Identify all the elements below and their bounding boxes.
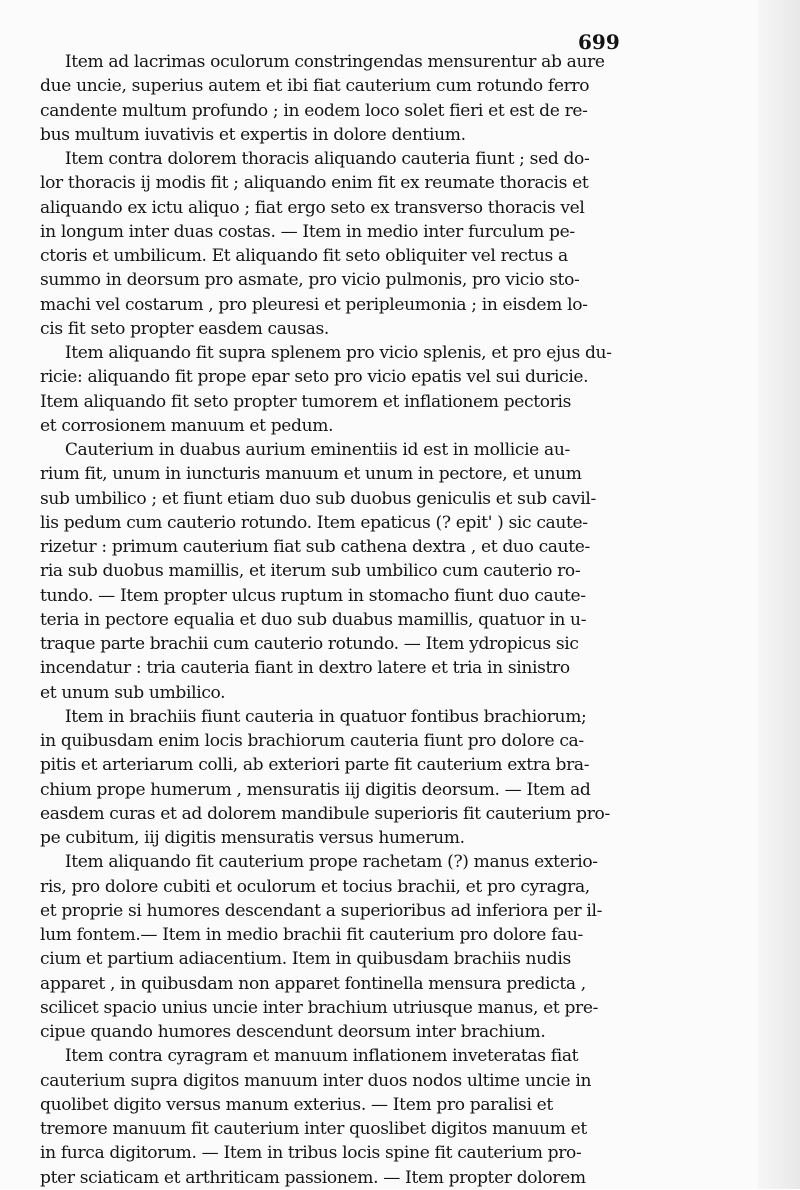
paragraph-first-line: Item contra cyragram et manuum inflationem inveteratas fiat bbox=[64, 1046, 579, 1067]
text-line: lum fontem.— Item in medio brachii fit cauterium pro dolore fau- bbox=[40, 925, 583, 945]
text-line: et unum sub umbilico. bbox=[40, 682, 226, 703]
text-line: bus multum iuvativis et expertis in dolore dentium. bbox=[40, 124, 466, 145]
text-line: tundo. — Item propter ulcus ruptum in stomacho fiunt duo caute- bbox=[40, 585, 586, 606]
text-line: machi vel costarum , pro pleuresi et peripleumonia ; in eisdem lo- bbox=[40, 294, 588, 315]
text-line: ctoris et umbilicum. Et aliquando fit seto obliquiter vel rectus a bbox=[40, 246, 568, 266]
text-line: in quibusdam enim locis brachiorum cauteria fiunt pro dolore ca- bbox=[40, 731, 584, 751]
paragraph-first-line: Item aliquando fit cauterium prope rachetam (?) manus exterio- bbox=[64, 852, 598, 873]
text-line: due uncie, superius autem et ibi fiat cauterium cum rotundo ferro bbox=[40, 76, 590, 97]
text-line: traque parte brachii cum cauterio rotundo. — Item ydropicus sic bbox=[40, 634, 579, 654]
text-line: aliquando ex ictu aliquo ; fiat ergo seto ex transverso thoracis vel bbox=[40, 197, 585, 218]
text-line: et corrosionem manuum et pedum. bbox=[40, 415, 334, 436]
paragraph-first-line: Item ad lacrimas oculorum constringendas mensurentur ab aure bbox=[64, 52, 605, 72]
text-line: easdem curas et ad dolorem mandibule superioris fit cauterium pro- bbox=[40, 803, 610, 824]
text-line: pitis et arteriarum colli, ab exteriori parte fit cauterium extra bra- bbox=[40, 755, 590, 776]
text-line: et proprie si humores descendant a superioribus ad inferiora per il- bbox=[40, 900, 603, 921]
text-line: tremore manuum fit cauterium inter quoslibet digitos manuum et bbox=[40, 1119, 587, 1139]
text-line: incendatur : tria cauteria fiant in dextro latere et tria in sinistro bbox=[40, 658, 570, 679]
paragraph-first-line: Item contra dolorem thoracis aliquando cauteria fiunt ; sed do- bbox=[64, 149, 590, 169]
text-line: pe cubitum, iij digitis mensuratis versus humerum. bbox=[40, 828, 465, 848]
text-line: ris, pro dolore cubiti et oculorum et tocius brachii, et pro cyragra, bbox=[40, 876, 590, 897]
body-text bbox=[40, 50, 640, 1190]
paragraph-first-line: Item aliquando fit supra splenem pro vicio splenis, et pro ejus du- bbox=[64, 343, 612, 363]
text-line: in longum inter duas costas. — Item in medio inter furculum pe- bbox=[40, 221, 575, 242]
page-number: 699 bbox=[578, 30, 620, 54]
text-line: chium prope humerum , mensuratis iij digitis deorsum. — Item ad bbox=[40, 779, 591, 800]
text-line: cium et partium adiacentium. Item in quibusdam brachiis nudis bbox=[40, 949, 571, 970]
text-line: ria sub duobus mamillis, et iterum sub umbilico cum cauterio ro- bbox=[40, 561, 581, 582]
paragraph-first-line: Cauterium in duabus aurium eminentiis id est in mollicie au- bbox=[64, 440, 570, 460]
text-line: scilicet spacio unius uncie inter brachium utriusque manus, et pre- bbox=[40, 997, 599, 1018]
text-line: cipue quando humores descendunt deorsum inter brachium. bbox=[40, 1022, 546, 1042]
page-edge-shadow bbox=[758, 0, 800, 1189]
text-line: rizetur : primum cauterium fiat sub cathena dextra , et duo caute- bbox=[40, 537, 590, 557]
text-line: cauterium supra digitos manuum inter duos nodos ultime uncie in bbox=[40, 1070, 592, 1091]
text-line: pter sciaticam et arthriticam passionem. — Item propter dolorem bbox=[40, 1167, 586, 1188]
text-line: quolibet digito versus manum exterius. — Item pro paralisi et bbox=[40, 1094, 553, 1115]
text-line: candente multum profundo ; in eodem loco solet fieri et est de re- bbox=[40, 100, 588, 121]
text-line: ricie: aliquando fit prope epar seto pro vicio epatis vel sui duricie. bbox=[40, 367, 589, 388]
text-line: summo in deorsum pro asmate, pro vicio pulmonis, pro vicio sto- bbox=[40, 270, 580, 291]
text-line: lis pedum cum cauterio rotundo. Item epaticus (? epit' ) sic caute- bbox=[40, 512, 588, 533]
text-line: apparet , in quibusdam non apparet fontinella mensura predicta , bbox=[40, 973, 586, 994]
paragraph-first-line: Item in brachiis fiunt cauteria in quatuor fontibus brachiorum; bbox=[64, 706, 587, 727]
text-line: teria in pectore equalia et duo sub duabus mamillis, quatuor in u- bbox=[40, 609, 587, 630]
text-line: in furca digitorum. — Item in tribus locis spine fit cauterium pro- bbox=[40, 1143, 582, 1164]
text-line: sub umbilico ; et fiunt etiam duo sub duobus geniculis et sub cavil- bbox=[40, 488, 596, 509]
text-line: Item aliquando fit seto propter tumorem et inflationem pectoris bbox=[40, 391, 572, 412]
text-line: rium fit, unum in iuncturis manuum et unum in pectore, et unum bbox=[40, 464, 582, 485]
text-line: lor thoracis ij modis fit ; aliquando enim fit ex reumate thoracis et bbox=[40, 173, 589, 194]
text-line: cis fit seto propter easdem causas. bbox=[40, 318, 329, 339]
